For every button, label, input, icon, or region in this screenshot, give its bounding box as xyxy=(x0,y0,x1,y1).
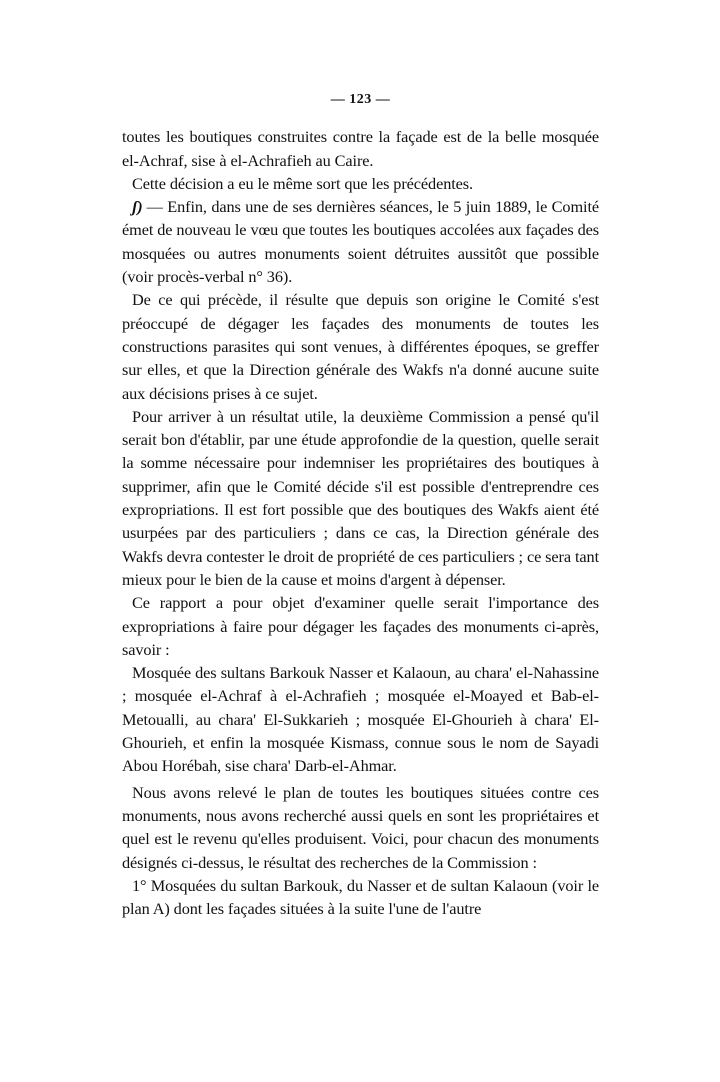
book-page xyxy=(122,88,599,920)
paragraph-2: Cette décision a eu le même sort que les précédentes. xyxy=(132,173,473,193)
page-number: — 123 — xyxy=(330,92,391,107)
paragraph-8: Nous avons relevé le plan de toutes les boutiques situées contre ces monuments, nous avons recherché aussi quels en sont les propriétaires et quel est le revenu qu'elles produisent. Voici, pour chacun des monuments désignés ci-dessus, le résultat des recherches de la Commission : xyxy=(122,782,599,872)
section-marker: ʃ) xyxy=(132,197,143,217)
paragraph-3-text: — Enfin, dans une de ses dernières séances, le 5 juin 1889, le Comité émet de nouveau le vœu que toutes les boutiques accolées aux façades des mosquées ou autres monuments soient détruites aussitôt que possible (voir procès-verbal n° 36). xyxy=(122,197,599,287)
paragraph-1: toutes les boutiques construites contre la façade est de la belle mosquée el-Achraf, sise à el-Achrafieh au Caire. xyxy=(122,127,599,170)
paragraph-7: Mosquée des sultans Barkouk Nasser et Kalaoun, au chara' el-Nahassine ; mosquée el-Achraf à el-Achrafieh ; mosquée el-Moayed et Bab-el-Metoualli, au chara' El-Sukkarieh ; mosquée El-Ghourieh à chara' El-Ghourieh, et enfin la mosquée Kismass, connue sous le nom de Sayadi Abou Horébah, sise chara' Darb-el-Ahmar. xyxy=(122,663,599,776)
paragraph-3 xyxy=(122,195,599,288)
paragraph-5: Pour arriver à un résultat utile, la deuxième Commission a pensé qu'il serait bon d'établir, par une étude approfondie de la question, quelle serait la somme nécessaire pour indemniser les propriétaires des boutiques à supprimer, afin que le Comité décide s'il est possible d'entreprendre ces expropriations. Il est fort possible que des boutiques des Wakfs aient été usurpées par des particuliers ; dans ce cas, la Direction générale des Wakfs devra contester le droit de propriété de ces particuliers ; ce sera tant mieux pour le bien de la cause et moins d'argent à dépenser. xyxy=(122,406,599,589)
paragraph-4: De ce qui précède, il résulte que depuis son origine le Comité s'est préoccupé de dégager les façades des monuments de toutes les constructions parasites qui sont venues, à différentes époques, se greffer sur elles, et que la Direction générale des Wakfs n'a donné aucune suite aux décisions prises à ce sujet. xyxy=(122,290,599,403)
paragraph-6: Ce rapport a pour objet d'examiner quelle serait l'importance des expropriations à faire pour dégager les façades des monuments ci-après, savoir : xyxy=(122,593,599,659)
paragraph-9: 1° Mosquées du sultan Barkouk, du Nasser et de sultan Kalaoun (voir le plan A) dont les façades situées à la suite l'une de l'autre xyxy=(122,875,599,919)
